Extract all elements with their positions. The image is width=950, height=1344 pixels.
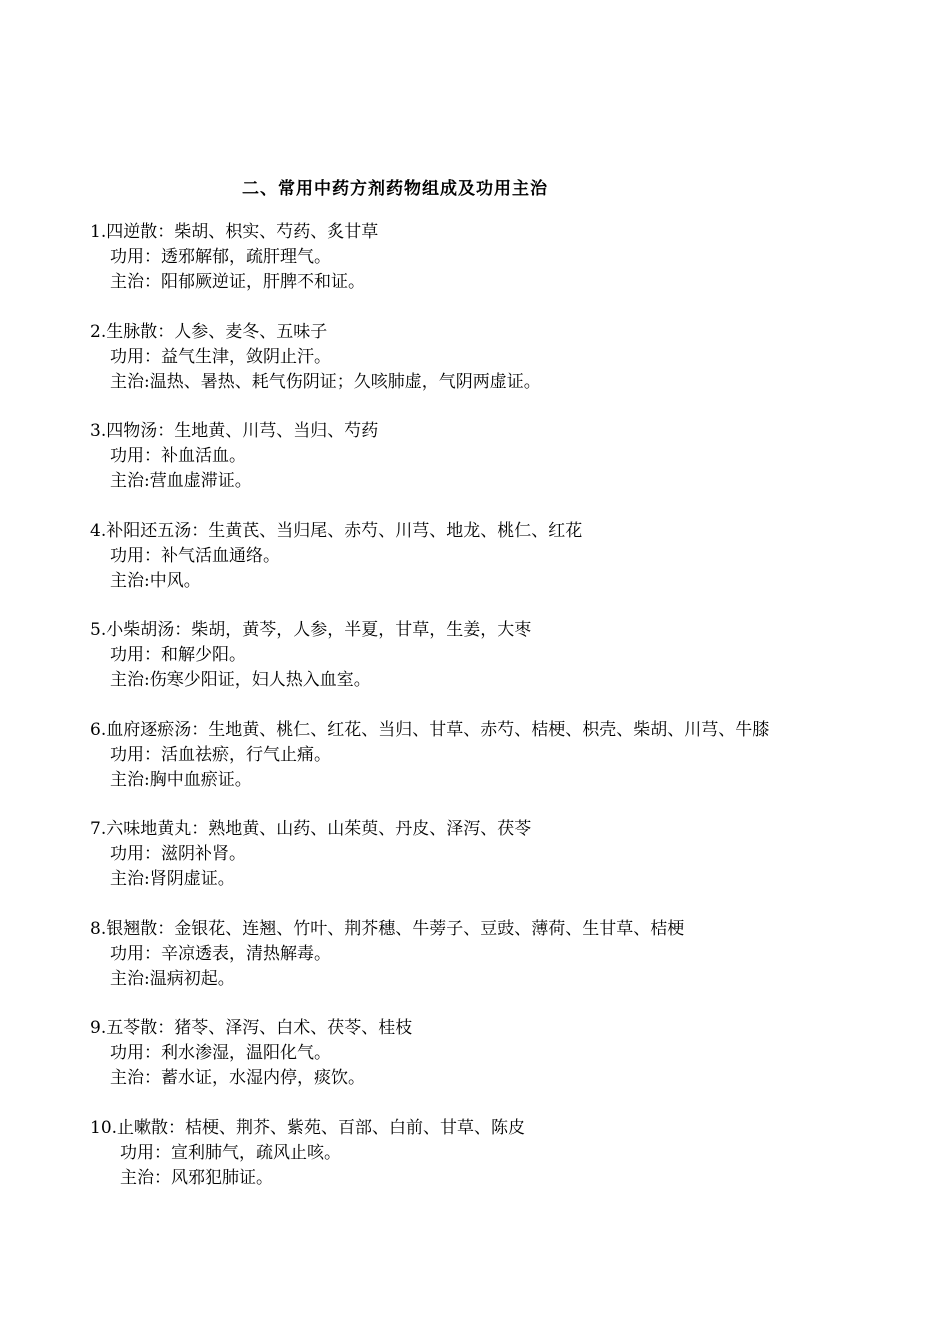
prescription-heading: 7.六味地黄丸：熟地黄、山药、山茱萸、丹皮、泽泻、茯苓 — [90, 819, 532, 839]
prescription-function: 功用：宣利肺气，疏风止咳。 — [120, 1142, 341, 1163]
prescription-indication: 主治:中风。 — [110, 570, 201, 591]
prescription-indication: 主治:肾阴虚证。 — [110, 869, 235, 889]
prescription-entry — [90, 320, 930, 420]
prescription-function: 功用：和解少阳。 — [110, 645, 246, 665]
prescription-indication: 主治：阳郁厥逆证，肝脾不和证。 — [110, 272, 365, 292]
prescription-heading: 9.五苓散：猪苓、泽泻、白术、茯苓、桂枝 — [90, 1018, 413, 1038]
prescription-function: 功用：利水渗湿，温阳化气。 — [110, 1043, 331, 1063]
prescription-entry — [90, 618, 930, 718]
prescription-function: 功用：滋阴补肾。 — [110, 844, 246, 864]
page-title: 二、常用中药方剂药物组成及功用主治 — [242, 179, 548, 199]
prescription-entry — [90, 519, 930, 619]
prescription-entry — [90, 917, 930, 1017]
prescription-function: 功用：透邪解郁，疏肝理气。 — [110, 247, 331, 267]
prescription-heading: 3.四物汤：生地黄、川芎、当归、芍药 — [90, 421, 379, 441]
prescription-function: 功用：补气活血通络。 — [110, 545, 280, 566]
prescription-heading: 5.小柴胡汤：柴胡，黄芩，人参，半夏，甘草，生姜，大枣 — [90, 620, 532, 640]
prescription-heading: 1.四逆散：柴胡、枳实、芍药、炙甘草 — [90, 222, 379, 242]
prescription-entry — [90, 718, 930, 818]
prescription-entry — [90, 817, 930, 917]
prescription-indication: 主治:胸中血瘀证。 — [110, 769, 252, 790]
prescription-indication: 主治：风邪犯肺证。 — [120, 1167, 273, 1188]
prescription-heading: 8.银翘散：金银花、连翘、竹叶、荆芥穗、牛蒡子、豆豉、薄荷、生甘草、桔梗 — [90, 918, 685, 939]
prescription-function: 功用：活血祛瘀，行气止痛。 — [110, 744, 331, 765]
prescription-indication: 主治：蓄水证，水湿内停，痰饮。 — [110, 1068, 365, 1088]
prescription-list — [90, 220, 930, 1215]
prescription-entry — [90, 1016, 930, 1116]
prescription-heading: 6.血府逐瘀汤：生地黄、桃仁、红花、当归、甘草、赤芍、桔梗、枳壳、柴胡、川芎、牛膝 — [90, 719, 770, 740]
prescription-heading: 2.生脉散：人参、麦冬、五味子 — [90, 321, 328, 342]
prescription-entry — [90, 220, 930, 320]
prescription-heading: 10.止嗽散：桔梗、荆芥、紫苑、百部、白前、甘草、陈皮 — [90, 1117, 526, 1138]
prescription-indication: 主治:伤寒少阳证，妇人热入血室。 — [110, 670, 371, 690]
prescription-entry — [90, 419, 930, 519]
prescription-function: 功用：辛凉透表，清热解毒。 — [110, 943, 331, 964]
prescription-function: 功用：补血活血。 — [110, 446, 246, 466]
prescription-indication: 主治:温病初起。 — [110, 968, 235, 989]
prescription-indication: 主治:温热、暑热、耗气伤阴证；久咳肺虚，气阴两虚证。 — [110, 371, 541, 392]
prescription-entry — [90, 1116, 930, 1216]
prescription-function: 功用：益气生津，敛阴止汗。 — [110, 346, 331, 367]
prescription-heading: 4.补阳还五汤：生黄芪、当归尾、赤芍、川芎、地龙、桃仁、红花 — [90, 520, 583, 541]
prescription-indication: 主治:营血虚滞证。 — [110, 471, 252, 491]
